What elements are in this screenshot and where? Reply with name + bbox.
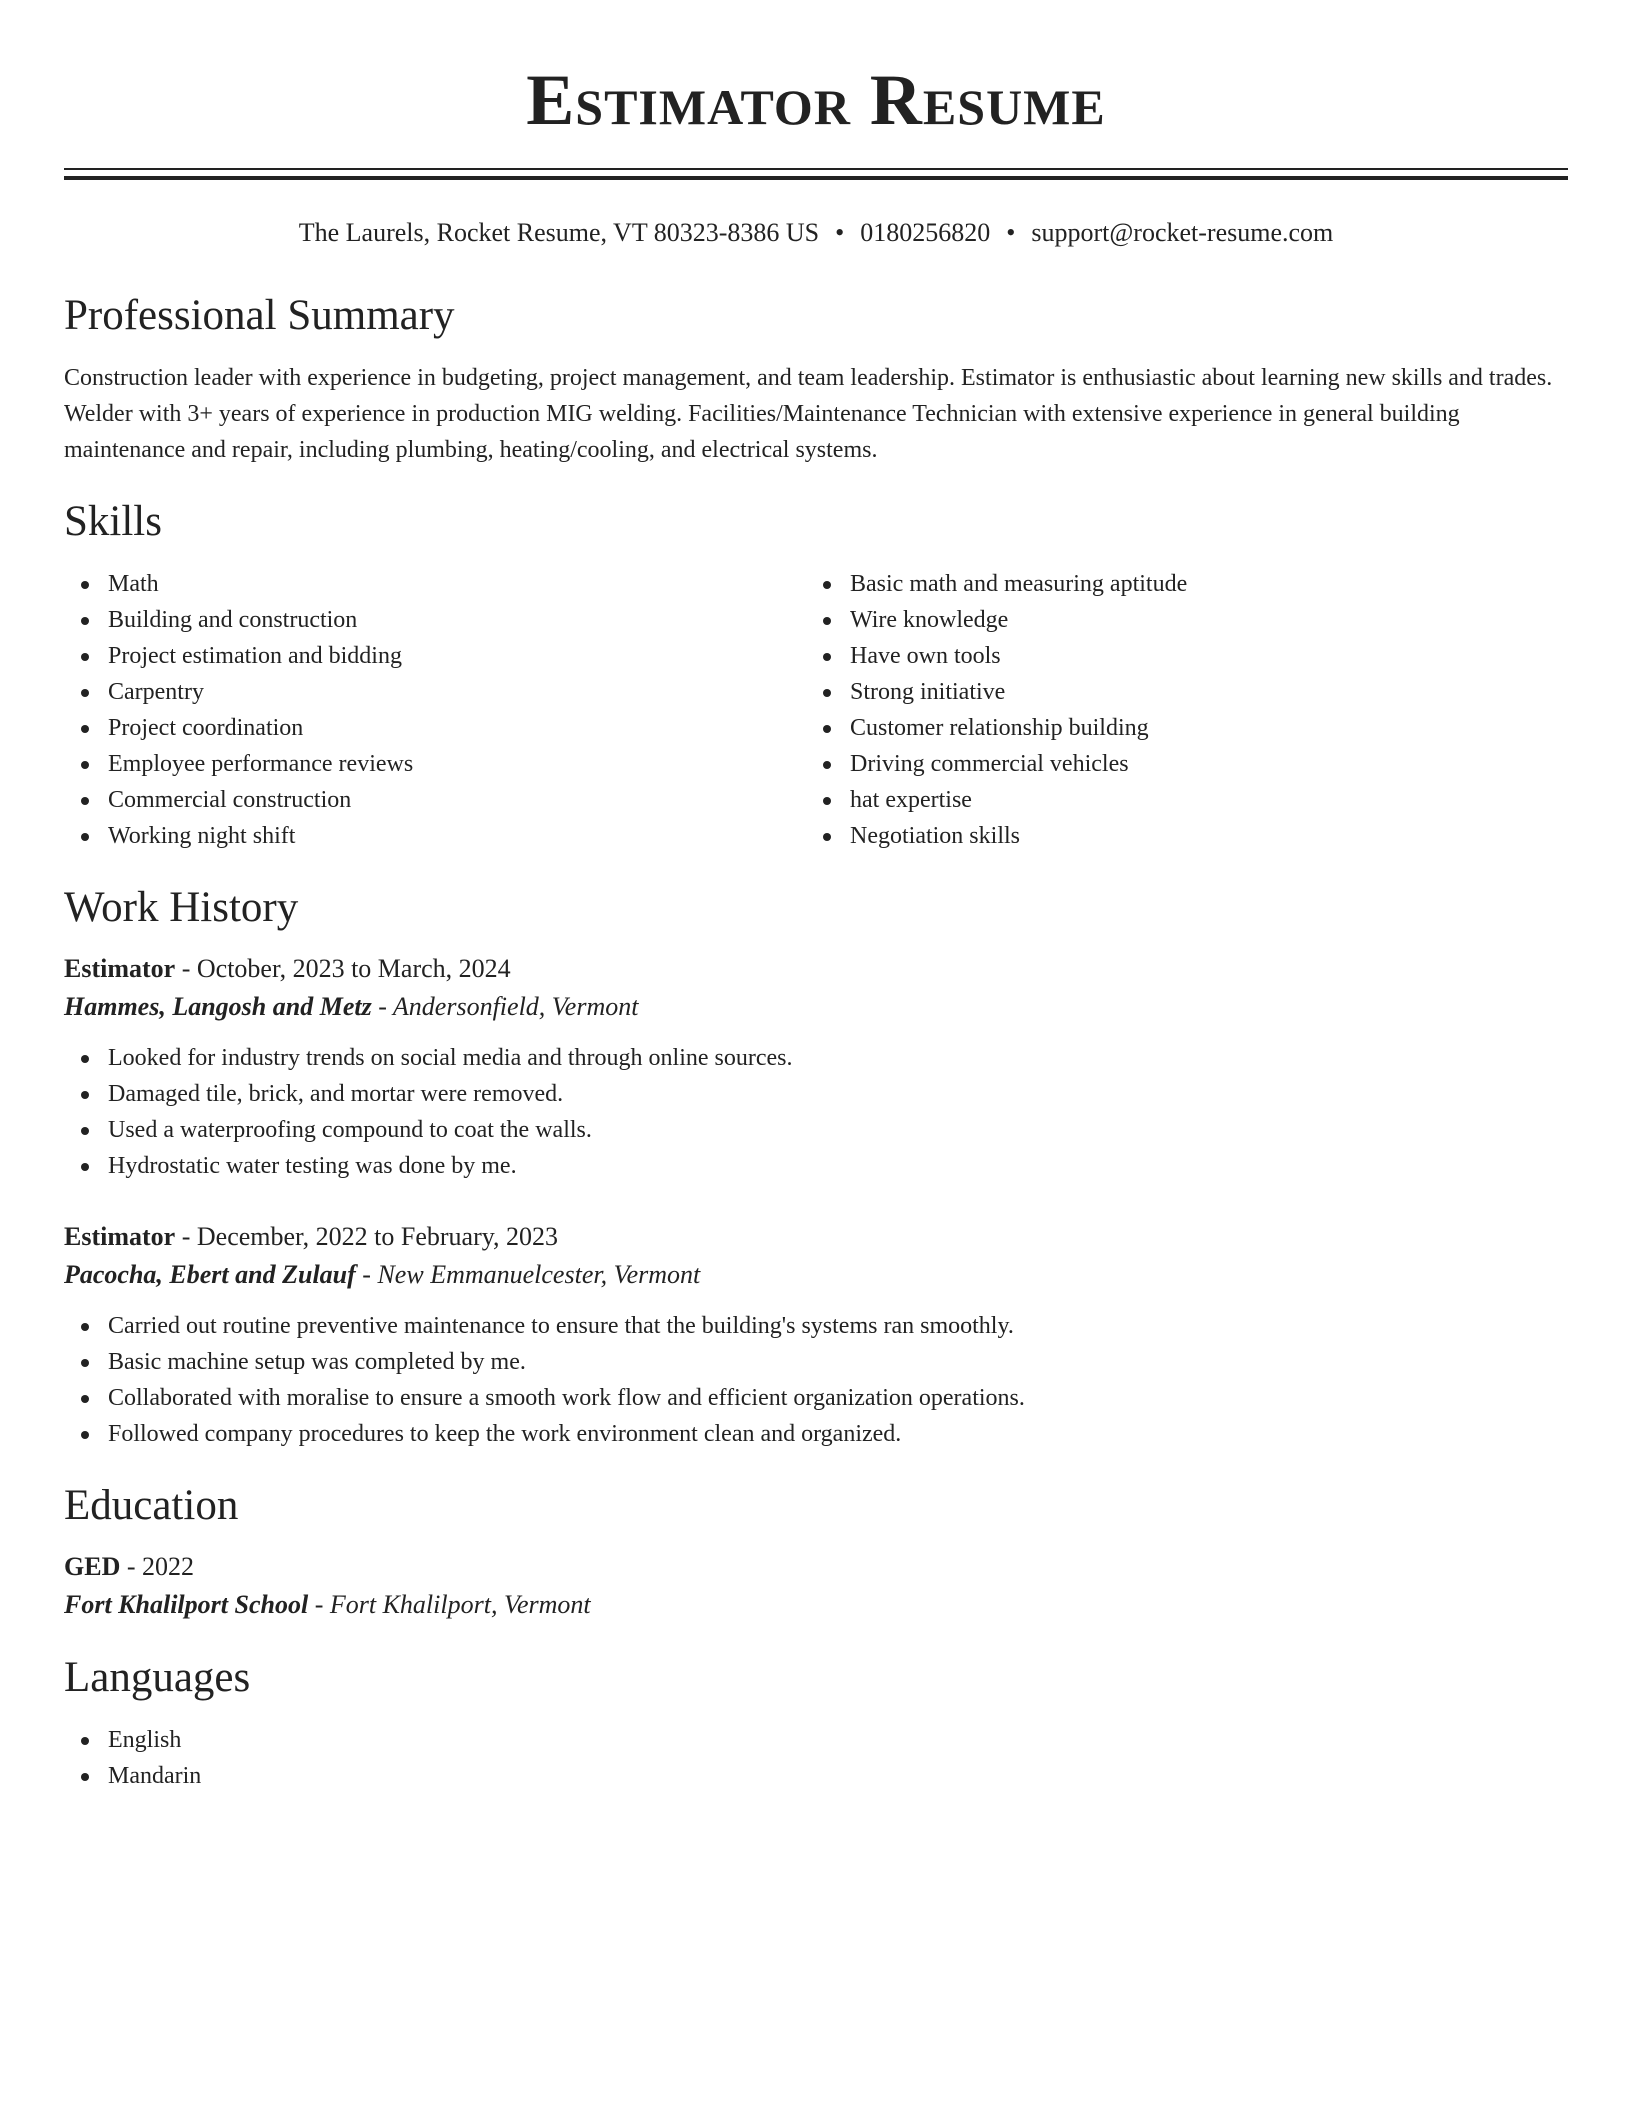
school-name: Fort Khalilport School bbox=[64, 1590, 309, 1619]
education-heading: Education bbox=[64, 1482, 239, 1529]
skills-columns bbox=[64, 566, 1568, 854]
job-entry bbox=[64, 950, 1568, 1184]
skill-item: Building and construction bbox=[64, 602, 806, 638]
contact-email: support@rocket-resume.com bbox=[1031, 218, 1334, 247]
degree-year: 2022 bbox=[142, 1552, 195, 1581]
skill-item: Negotiation skills bbox=[806, 818, 1548, 854]
skill-item: Strong initiative bbox=[806, 674, 1548, 710]
skills-heading: Skills bbox=[64, 498, 162, 545]
job-bullet: Basic machine setup was completed by me. bbox=[64, 1344, 1568, 1380]
contact-separator: • bbox=[835, 218, 845, 247]
summary-heading: Professional Summary bbox=[64, 292, 455, 339]
job-entry bbox=[64, 1218, 1568, 1452]
degree-line: GED - 2022 bbox=[64, 1552, 195, 1581]
job-dates: December, 2022 to February, 2023 bbox=[196, 1222, 559, 1251]
company-line: Hammes, Langosh and Metz - Andersonfield, Vermont bbox=[64, 992, 639, 1021]
skill-item: Driving commercial vehicles bbox=[806, 746, 1548, 782]
title-rule-thick bbox=[64, 176, 1568, 180]
job-bullet: Looked for industry trends on social media and through online sources. bbox=[64, 1040, 1568, 1076]
summary-text: Construction leader with experience in budgeting, project management, and team leadership. Estimator is enthusiastic about learning new skills and trades. Welder with 3+ years of experience in production MIG welding. Facilities/Maintenance Technician with extensive experience in general building maintenance and repair, including plumbing, heating/cooling, and electrical systems. bbox=[64, 365, 1553, 463]
skill-item: Working night shift bbox=[64, 818, 806, 854]
job-bullet: Used a waterproofing compound to coat the walls. bbox=[64, 1112, 1568, 1148]
job-title-line: Estimator - December, 2022 to February, 2023 bbox=[64, 1222, 559, 1251]
job-title-line: Estimator - October, 2023 to March, 2024 bbox=[64, 954, 511, 983]
title-rule-thin bbox=[64, 168, 1568, 170]
contact-line bbox=[64, 216, 1568, 250]
languages-heading: Languages bbox=[64, 1654, 251, 1701]
job-dates: October, 2023 to March, 2024 bbox=[196, 954, 511, 983]
skill-item: Project estimation and bidding bbox=[64, 638, 806, 674]
skill-item: hat expertise bbox=[806, 782, 1548, 818]
job-bullet: Followed company procedures to keep the work environment clean and organized. bbox=[64, 1416, 1568, 1452]
language-item: Mandarin bbox=[64, 1758, 1568, 1794]
job-bullet: Collaborated with moralise to ensure a smooth work flow and efficient organization operations. bbox=[64, 1380, 1568, 1416]
company-location: Andersonfield, Vermont bbox=[392, 992, 639, 1021]
company-location: New Emmanuelcester, Vermont bbox=[377, 1260, 701, 1289]
company-name: Hammes, Langosh and Metz bbox=[64, 992, 372, 1021]
skills-list-right bbox=[806, 566, 1548, 854]
job-bullet: Hydrostatic water testing was done by me. bbox=[64, 1148, 1568, 1184]
job-bullet: Carried out routine preventive maintenance to ensure that the building's systems ran smoothly. bbox=[64, 1308, 1568, 1344]
skill-item: Project coordination bbox=[64, 710, 806, 746]
skill-item: Carpentry bbox=[64, 674, 806, 710]
job-title: Estimator bbox=[64, 954, 176, 983]
language-item: English bbox=[64, 1722, 1568, 1758]
resume-title: Estimator Resume bbox=[526, 60, 1106, 140]
company-name: Pacocha, Ebert and Zulauf bbox=[64, 1260, 356, 1289]
skill-item: Customer relationship building bbox=[806, 710, 1548, 746]
contact-phone: 0180256820 bbox=[860, 218, 991, 247]
skills-list-left bbox=[64, 566, 806, 854]
skill-item: Wire knowledge bbox=[806, 602, 1548, 638]
company-line: Pacocha, Ebert and Zulauf - New Emmanuelcester, Vermont bbox=[64, 1260, 701, 1289]
contact-separator: • bbox=[1006, 218, 1016, 247]
skill-item: Basic math and measuring aptitude bbox=[806, 566, 1548, 602]
degree: GED bbox=[64, 1552, 121, 1581]
contact-address: The Laurels, Rocket Resume, VT 80323-8386 US bbox=[298, 218, 820, 247]
school-line: Fort Khalilport School - Fort Khalilport, Vermont bbox=[64, 1590, 591, 1619]
skill-item: Employee performance reviews bbox=[64, 746, 806, 782]
job-bullet: Damaged tile, brick, and mortar were removed. bbox=[64, 1076, 1568, 1112]
skill-item: Math bbox=[64, 566, 806, 602]
job-title: Estimator bbox=[64, 1222, 176, 1251]
school-location: Fort Khalilport, Vermont bbox=[329, 1590, 591, 1619]
work-history-heading: Work History bbox=[64, 884, 299, 931]
skill-item: Have own tools bbox=[806, 638, 1548, 674]
job-bullets bbox=[64, 1308, 1568, 1452]
languages-list bbox=[64, 1722, 1568, 1794]
skill-item: Commercial construction bbox=[64, 782, 806, 818]
job-bullets bbox=[64, 1040, 1568, 1184]
